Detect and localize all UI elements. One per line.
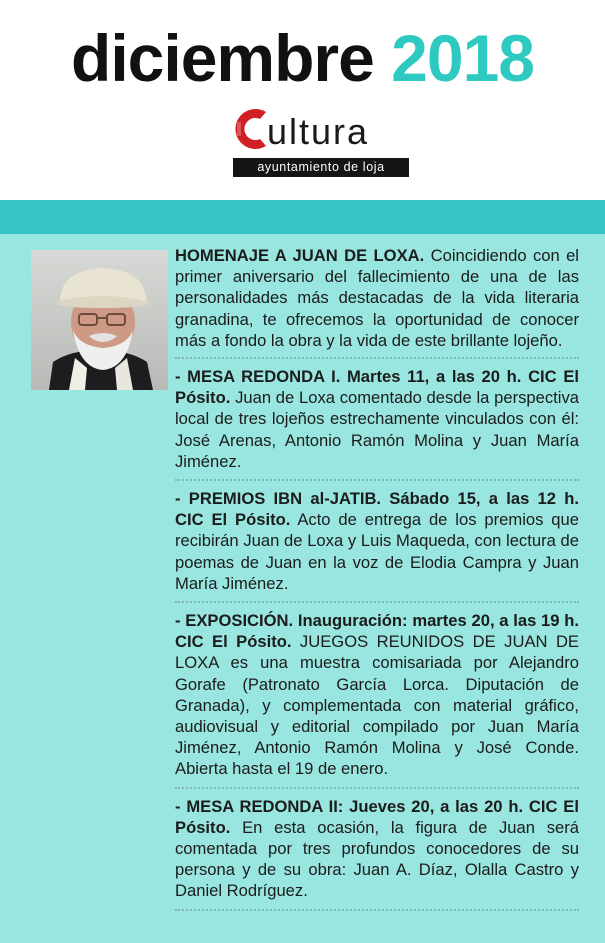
event-mesa-redonda-1 [175, 366, 579, 481]
event-heading: - PREMIOS IBN al-JATIB. Sábado 15, a las 12 h. CIC El Pósito. [175, 489, 579, 530]
title-year: 2018 [391, 21, 534, 95]
article-text [175, 245, 579, 918]
intro-paragraph [175, 245, 579, 359]
event-body: Acto de entrega de los premios que recibirán Juan de Loxa y Luis Maqueda, con lectura de poemas de Juan en la voz de Elodia Campra y Juan María Jiménez. [175, 510, 579, 593]
event-body: Juan de Loxa comentado desde la perspectiva local de tres lojeños estrechamente vinculados con él: José Arenas, Antonio Ramón Molina y Juan María Jiménez. [175, 388, 579, 471]
event-exposicion [175, 610, 579, 789]
event-premios-ibn-al-jatib [175, 488, 579, 603]
event-body: JUEGOS REUNIDOS DE JUAN DE LOXA es una muestra comisariada por Alejandro Gorafe (Patronato García Lorca. Diputación de Granada), y complementada con material gráfico, audiovisual y editorial compilado por Juan María Jiménez, Antonio Ramón Molina y José Conde. Abierta hasta el 19 de enero. [175, 632, 579, 779]
event-heading: - MESA REDONDA I. Martes 11, a las 20 h. CIC El Pósito. [175, 367, 579, 408]
page-title [0, 18, 605, 98]
event-heading: - EXPOSICIÓN. Inauguración: martes 20, a las 19 h. CIC El Pósito. [175, 611, 579, 652]
event-mesa-redonda-2 [175, 796, 579, 911]
event-body: En esta ocasión, la figura de Juan será comentada por tres profundos conocedores de su persona y de su obra: Juan A. Díaz, Olalla Castro y Daniel Rodríguez. [175, 817, 579, 901]
intro-heading: HOMENAJE A JUAN DE LOXA. [175, 246, 425, 265]
teal-band [0, 200, 605, 234]
page-header [0, 0, 605, 200]
event-heading: - MESA REDONDA II: Jueves 20, a las 20 h. CIC El Pósito. [175, 796, 579, 837]
logo-word: ultura [267, 111, 370, 152]
cultura-c-logo-icon [233, 102, 271, 156]
portrait-photo [31, 250, 168, 390]
content-panel [0, 234, 605, 943]
cultura-logo [233, 102, 411, 182]
intro-body: Coincidiendo con el primer aniversario del fallecimiento de una de las personalidades más destacadas de la vida literaria granadina, te ofrecemos la oportunidad de conocer más a fondo la obra y la vida de este brillante lojeño. [175, 246, 579, 350]
title-month: diciembre [71, 21, 374, 95]
logo-subtitle: ayuntamiento de loja [233, 158, 409, 177]
